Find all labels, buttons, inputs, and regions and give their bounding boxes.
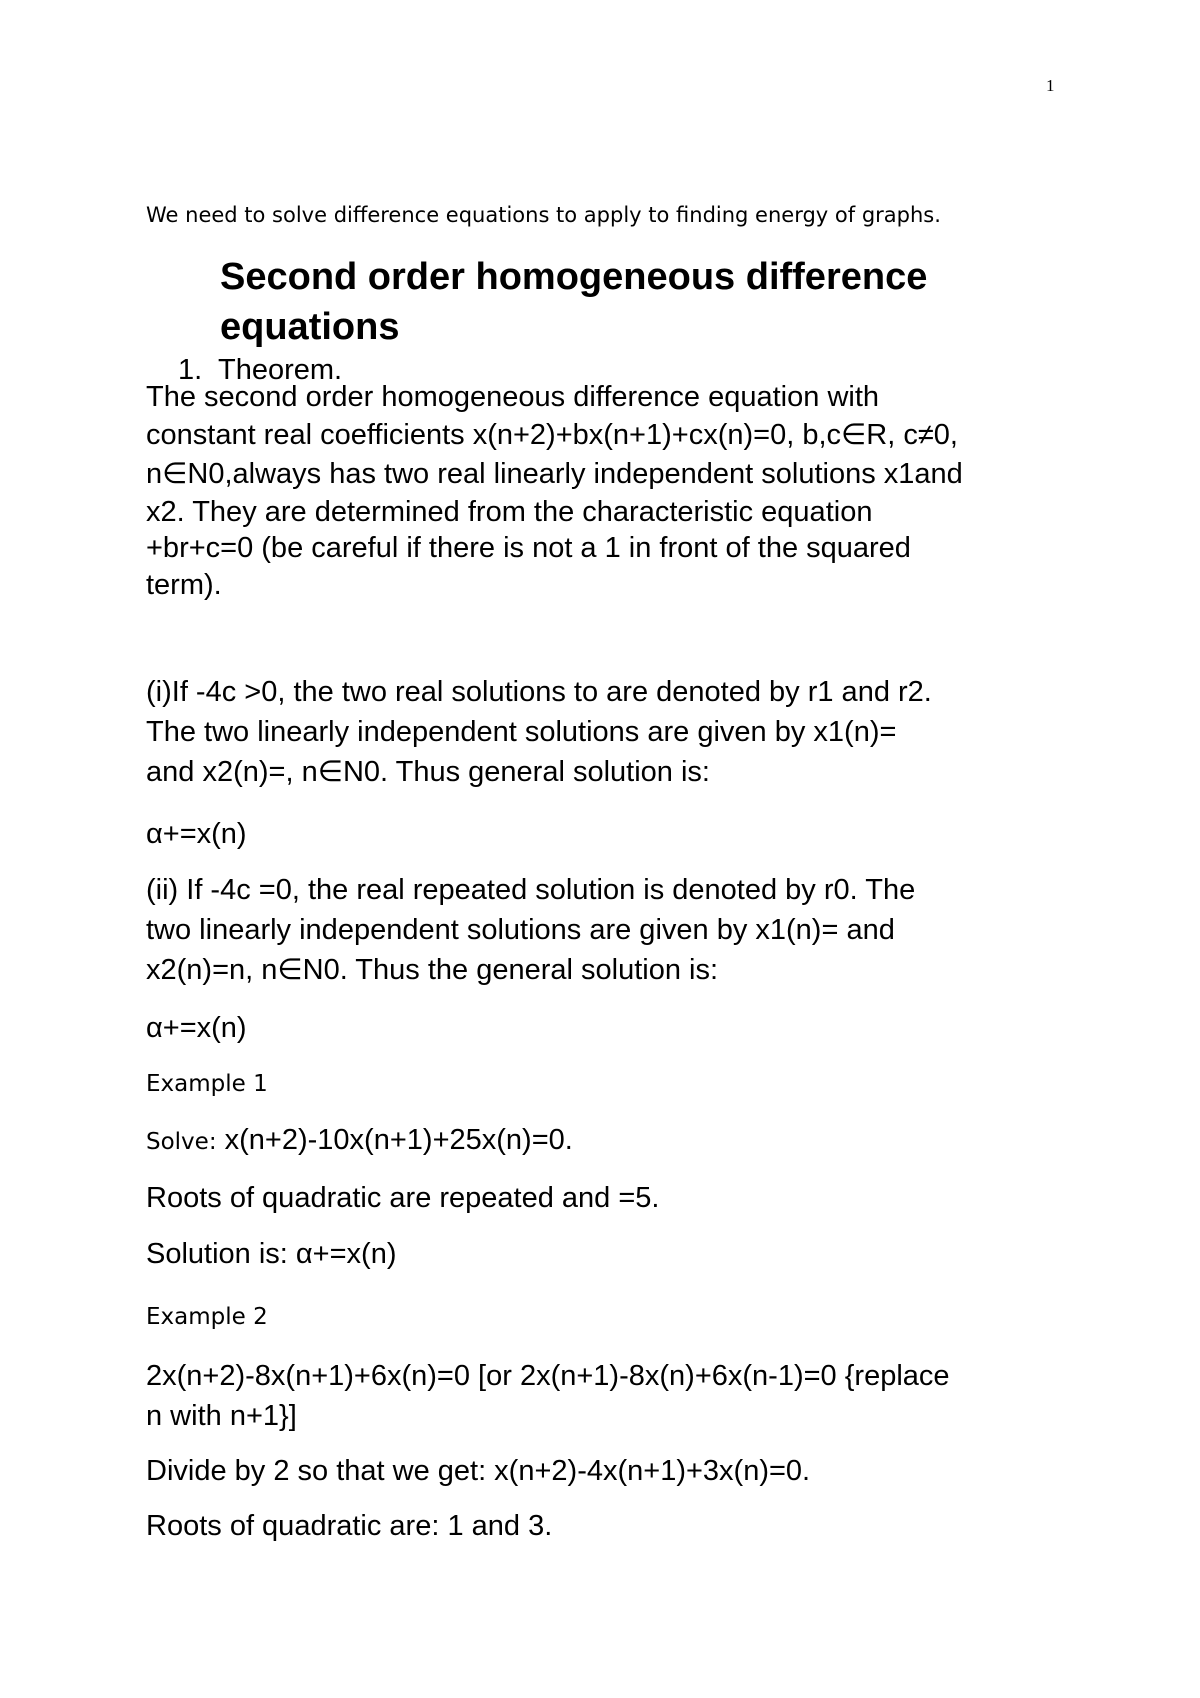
formula-case-ii: [146, 1008, 1086, 1048]
solution-text: Solution is: α+=x(n): [146, 1238, 397, 1270]
theorem-title: Theorem.: [218, 354, 343, 386]
theorem-line: The second order homogeneous difference equation with: [146, 381, 880, 413]
example-2-line: 2x(n+2)-8x(n+1)+6x(n)=0 [or 2x(n+1)-8x(n)+6x(n-1)=0 {replace: [146, 1360, 950, 1392]
example-1-title: Example 1: [146, 1071, 268, 1097]
theorem-paragraph: [146, 377, 1086, 605]
page-number: 1: [1046, 76, 1055, 95]
case-ii-line: (ii) If -4c =0, the real repeated solution is denoted by r0. The: [146, 874, 916, 906]
theorem-line: term).: [146, 569, 222, 601]
case-ii-line: x2(n)=n, n∈N0. Thus the general solution is:: [146, 954, 719, 986]
example-2-equation: [146, 1356, 1086, 1436]
example-2-title: Example 2: [146, 1304, 268, 1330]
solve-label: Solve:: [146, 1129, 217, 1155]
formula-case-i: [146, 814, 1086, 854]
intro-text: We need to solve difference equations to apply to finding energy of graphs.: [146, 203, 941, 227]
equation-text: x(n+2)-10x(n+1)+25x(n)=0.: [216, 1124, 573, 1156]
case-ii-paragraph: [146, 870, 1086, 990]
example-1-solution: [146, 1234, 1086, 1274]
theorem-line: n∈N0,always has two real linearly independent solutions x1and: [146, 458, 963, 490]
theorem-number: 1.: [178, 354, 203, 386]
theorem-line: x2. They are determined from the characteristic equation: [146, 496, 873, 528]
formula-text: α+=x(n): [146, 818, 247, 850]
example-2-line: n with n+1}]: [146, 1400, 297, 1432]
section-heading: Second order homogeneous difference equations: [220, 256, 928, 348]
example-1-roots: [146, 1178, 1086, 1218]
example-2-divide: [146, 1451, 1086, 1491]
roots-text: Roots of quadratic are repeated and =5.: [146, 1182, 660, 1214]
case-ii-line: two linearly independent solutions are given by x1(n)= and: [146, 914, 895, 946]
case-i-paragraph: [146, 672, 1086, 792]
case-i-line: and x2(n)=, n∈N0. Thus general solution is:: [146, 756, 710, 788]
theorem-line: constant real coefficients x(n+2)+bx(n+1)+cx(n)=0, b,c∈R, c≠0,: [146, 419, 958, 451]
case-i-line: (i)If -4c >0, the two real solutions to are denoted by r1 and r2.: [146, 676, 932, 708]
divide-text: Divide by 2 so that we get: x(n+2)-4x(n+1)+3x(n)=0.: [146, 1455, 811, 1487]
case-i-line: The two linearly independent solutions are given by x1(n)=: [146, 716, 897, 748]
theorem-line: +br+c=0 (be careful if there is not a 1 in front of the squared: [146, 532, 911, 564]
formula-text: α+=x(n): [146, 1012, 247, 1044]
example-2-roots: [146, 1506, 1086, 1546]
example-1-equation: [146, 1124, 573, 1157]
roots-text: Roots of quadratic are: 1 and 3.: [146, 1510, 553, 1542]
